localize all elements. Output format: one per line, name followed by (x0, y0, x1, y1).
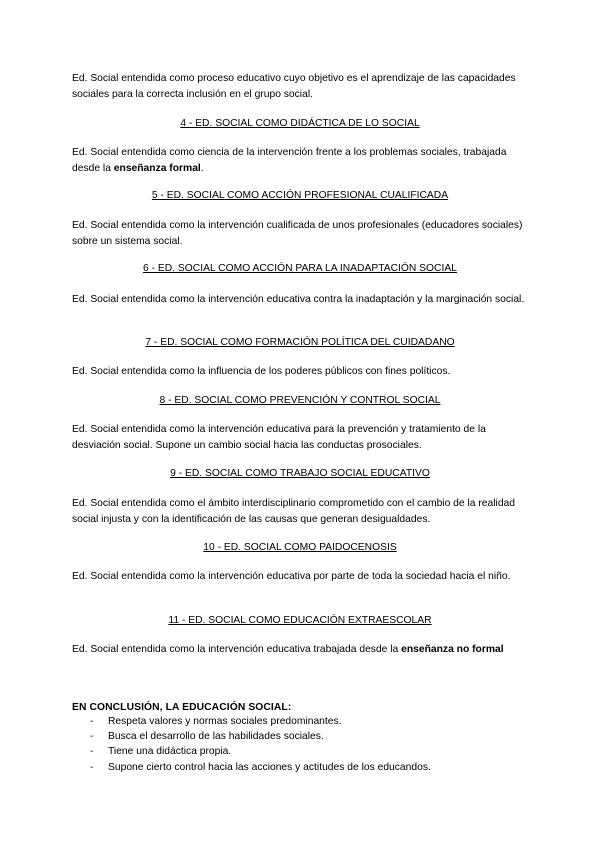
conclusion-list (72, 714, 532, 775)
list-item (72, 744, 532, 759)
section-paragraph-4 (72, 145, 532, 176)
section-bold-11: enseñanza no formal (401, 644, 504, 655)
section-paragraph-9: Ed. Social entendida como el ámbito interdisciplinario comprometido con el cambio de la realidad social injusta y con la identificación de las causas que generan desigualdades. (72, 498, 516, 525)
section-paragraph-5: Ed. Social entendida como la intervención cualificada de unos profesionales (educadores sociales) sobre un sistema social. (72, 220, 523, 247)
section-paragraph-6: Ed. Social entendida como la intervención educativa contra la inadaptación y la marginación social. (72, 294, 525, 305)
conclusion-title: EN CONCLUSIÓN, LA EDUCACIÓN SOCIAL: (72, 702, 292, 713)
section-paragraph-10: Ed. Social entendida como la intervención educativa por parte de toda la sociedad hacia el niño. (72, 571, 511, 582)
section-paragraph-11 (72, 642, 532, 658)
section-text-11: Ed. Social entendida como la intervención educativa trabajada desde la (72, 644, 402, 655)
list-item (72, 729, 532, 744)
section-heading-10: 10 - ED. SOCIAL COMO PAIDOCENOSIS (203, 542, 397, 553)
section-heading-5: 5 - ED. SOCIAL COMO ACCIÓN PROFESIONAL CUALIFICADA (151, 190, 449, 201)
list-item-text: Busca el desarrollo de las habilidades sociales. (108, 731, 324, 743)
section-paragraph-7: Ed. Social entendida como la influencia de los poderes públicos con fines políticos. (72, 366, 451, 377)
section-bold-4: enseñanza formal (113, 162, 201, 174)
list-item (72, 760, 532, 775)
list-item-text: Respeta valores y normas sociales predominantes. (108, 716, 342, 727)
section-heading-7: 7 - ED. SOCIAL COMO FORMACIÓN POLÍTICA DEL CUIDADANO (145, 337, 455, 348)
dash-bullet: - (90, 716, 94, 727)
section-paragraph-8: Ed. Social entendida como la intervención educativa para la prevención y tratamiento de la desviación social. Supone un cambio social hacia las conductas prosociales. (72, 424, 486, 451)
intro-paragraph: Ed. Social entendida como proceso educativo cuyo objetivo es el aprendizaje de las capacidades sociales para la correcta inclusión en el grupo social. (72, 73, 516, 100)
section-heading-9: 9 - ED. SOCIAL COMO TRABAJO SOCIAL EDUCATIVO (170, 468, 430, 479)
list-item-text: Supone cierto control hacia las acciones y actitudes de los educandos. (108, 761, 431, 773)
list-item (72, 714, 532, 729)
dash-bullet: - (90, 731, 94, 743)
section-heading-6: 6 - ED. SOCIAL COMO ACCIÓN PARA LA INADAPTACIÓN SOCIAL (143, 263, 457, 274)
list-item-text: Tiene una didáctica propia. (108, 746, 232, 758)
dash-bullet: - (90, 761, 94, 773)
section-heading-11: 11 - ED. SOCIAL COMO EDUCACIÓN EXTRAESCOLAR (168, 615, 432, 626)
section-tail-4: . (200, 162, 204, 174)
section-heading-8: 8 - ED. SOCIAL COMO PREVENCIÓN Y CONTROL SOCIAL (159, 395, 441, 406)
section-heading-4: 4 - ED. SOCIAL COMO DIDÁCTICA DE LO SOCIAL (180, 118, 420, 129)
section-text-4: Ed. Social entendida como ciencia de la intervención frente a los problemas sociales, trabajada desde la (72, 147, 507, 174)
dash-bullet: - (90, 746, 94, 758)
